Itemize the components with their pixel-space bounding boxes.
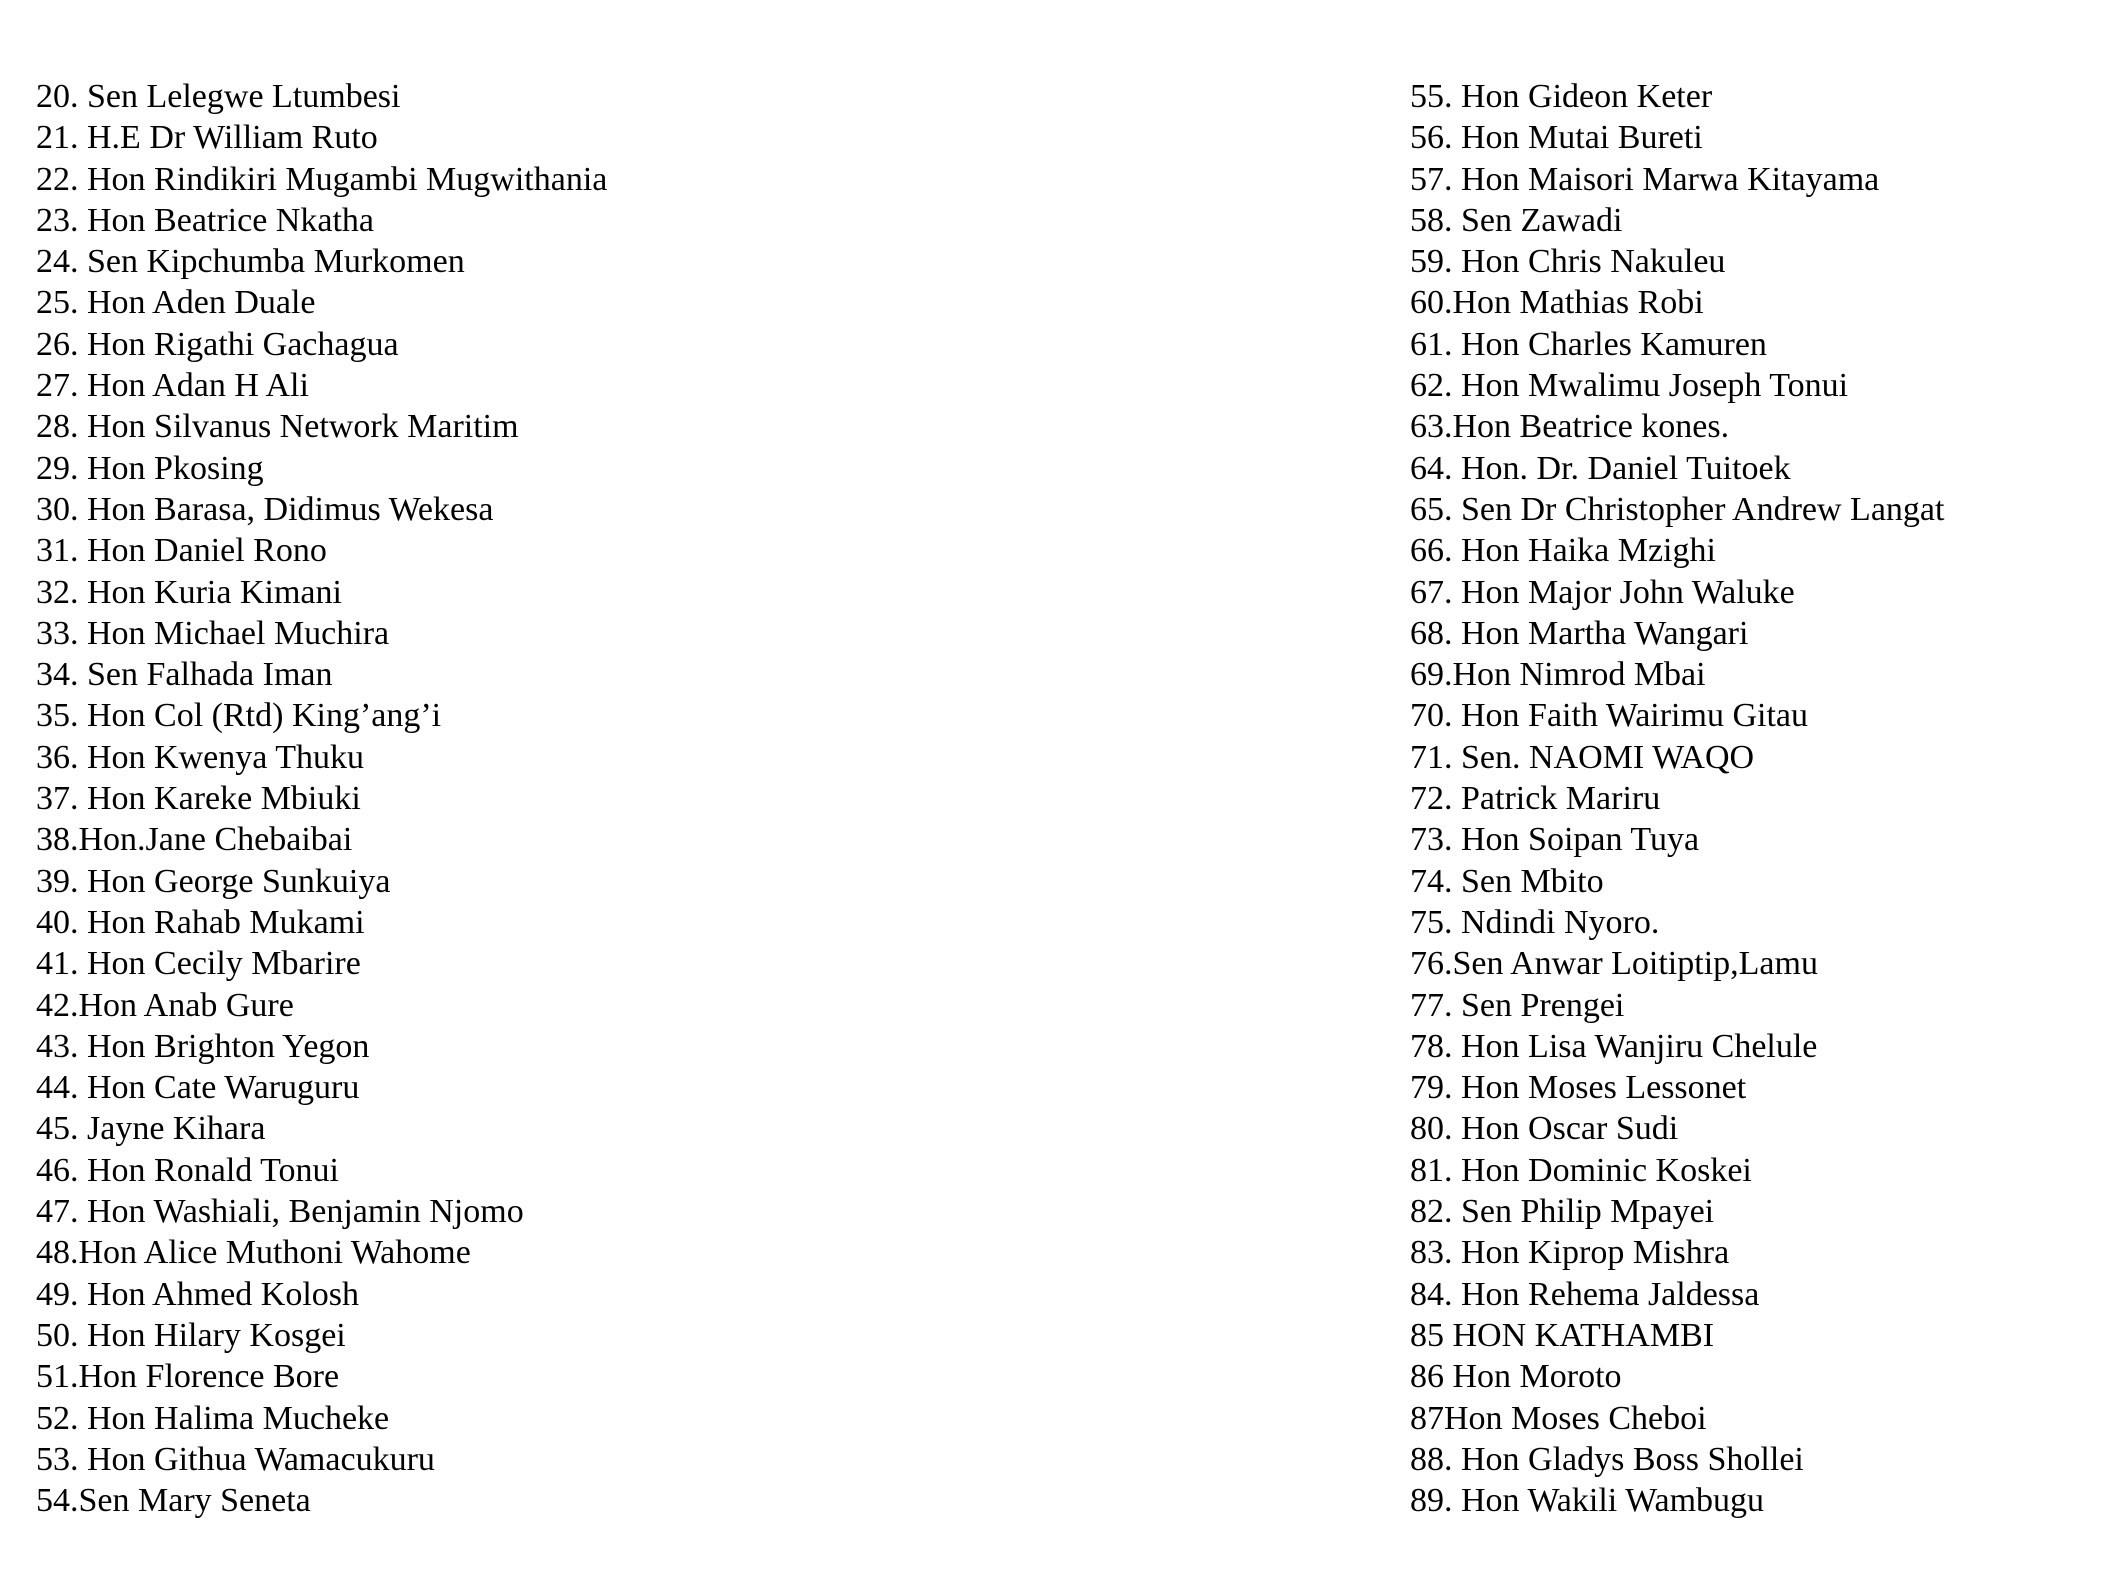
list-item: 83. Hon Kiprop Mishra [1410,1234,1730,1272]
list-item: 86 Hon Moroto [1410,1358,1622,1396]
list-item: 29. Hon Pkosing [36,449,264,487]
list-item: 31. Hon Daniel Rono [36,532,327,570]
list-item: 49. Hon Ahmed Kolosh [36,1275,359,1313]
list-item: 69.Hon Nimrod Mbai [1410,656,1706,694]
list-item: 46. Hon Ronald Tonui [36,1151,339,1189]
list-item: 73. Hon Soipan Tuya [1410,821,1700,859]
list-item: 21. H.E Dr William Ruto [36,119,378,157]
list-item: 64. Hon. Dr. Daniel Tuitoek [1410,449,1791,487]
list-item: 30. Hon Barasa, Didimus Wekesa [36,490,494,528]
list-item: 52. Hon Halima Mucheke [36,1399,390,1437]
list-item: 32. Hon Kuria Kimani [36,573,342,611]
list-item: 79. Hon Moses Lessonet [1410,1069,1747,1107]
list-item: 37. Hon Kareke Mbiuki [36,780,361,818]
list-item: 81. Hon Dominic Koskei [1410,1151,1752,1189]
list-item: 36. Hon Kwenya Thuku [36,738,364,776]
list-item: 44. Hon Cate Waruguru [36,1069,360,1107]
list-item: 35. Hon Col (Rtd) King’ang’i [36,697,442,735]
list-item: 57. Hon Maisori Marwa Kitayama [1410,160,1880,198]
list-item: 72. Patrick Mariru [1410,780,1661,818]
list-item: 85 HON KATHAMBI [1410,1316,1715,1354]
list-item: 77. Sen Prengei [1410,986,1625,1024]
list-item: 48.Hon Alice Muthoni Wahome [36,1234,471,1272]
list-item: 23. Hon Beatrice Nkatha [36,201,374,239]
list-item: 42.Hon Anab Gure [36,986,294,1024]
list-item: 63.Hon Beatrice kones. [1410,408,1730,446]
list-item: 43. Hon Brighton Yegon [36,1027,370,1065]
list-item: 76.Sen Anwar Loitiptip,Lamu [1410,945,1818,983]
list-item: 70. Hon Faith Wairimu Gitau [1410,697,1808,735]
list-item: 51.Hon Florence Bore [36,1358,340,1396]
list-item: 62. Hon Mwalimu Joseph Tonui [1410,367,1849,405]
list-item: 65. Sen Dr Christopher Andrew Langat [1410,490,1945,528]
list-item: 25. Hon Aden Duale [36,284,316,322]
list-item: 75. Ndindi Nyoro. [1410,903,1660,941]
list-item: 68. Hon Martha Wangari [1410,614,1749,652]
list-item: 53. Hon Githua Wamacukuru [36,1440,435,1478]
list-item: 41. Hon Cecily Mbarire [36,945,361,983]
list-item: 20. Sen Lelegwe Ltumbesi [36,78,401,115]
list-item: 78. Hon Lisa Wanjiru Chelule [1410,1027,1818,1065]
list-item: 89. Hon Wakili Wambugu [1410,1482,1765,1520]
list-item: 60.Hon Mathias Robi [1410,284,1704,322]
list-item: 54.Sen Mary Seneta [36,1482,311,1520]
list-item: 34. Sen Falhada Iman [36,656,333,694]
list-item: 74. Sen Mbito [1410,862,1604,900]
list-item: 56. Hon Mutai Bureti [1410,119,1703,157]
list-item: 84. Hon Rehema Jaldessa [1410,1275,1760,1313]
list-item: 45. Jayne Kihara [36,1110,266,1148]
list-item: 58. Sen Zawadi [1410,201,1623,239]
list-item: 40. Hon Rahab Mukami [36,903,365,941]
list-item: 27. Hon Adan H Ali [36,367,309,405]
list-item: 87Hon Moses Cheboi [1410,1399,1707,1437]
list-item: 55. Hon Gideon Keter [1410,78,1713,115]
left-name-list [36,76,607,1521]
list-item: 24. Sen Kipchumba Murkomen [36,243,465,281]
list-item: 82. Sen Philip Mpayei [1410,1193,1715,1231]
list-item: 22. Hon Rindikiri Mugambi Mugwithania [36,160,608,198]
list-item: 28. Hon Silvanus Network Maritim [36,408,519,446]
list-item: 26. Hon Rigathi Gachagua [36,325,399,363]
list-item: 80. Hon Oscar Sudi [1410,1110,1679,1148]
right-name-list [1410,76,1944,1521]
list-item: 39. Hon George Sunkuiya [36,862,391,900]
list-item: 47. Hon Washiali, Benjamin Njomo [36,1193,524,1231]
list-item: 67. Hon Major John Waluke [1410,573,1795,611]
list-item: 61. Hon Charles Kamuren [1410,325,1767,363]
list-item: 50. Hon Hilary Kosgei [36,1316,346,1354]
list-item: 71. Sen. NAOMI WAQO [1410,738,1755,776]
list-item: 88. Hon Gladys Boss Shollei [1410,1440,1804,1478]
list-item: 66. Hon Haika Mzighi [1410,532,1716,570]
list-item: 59. Hon Chris Nakuleu [1410,243,1726,281]
list-item: 33. Hon Michael Muchira [36,614,390,652]
list-item: 38.Hon.Jane Chebaibai [36,821,353,859]
